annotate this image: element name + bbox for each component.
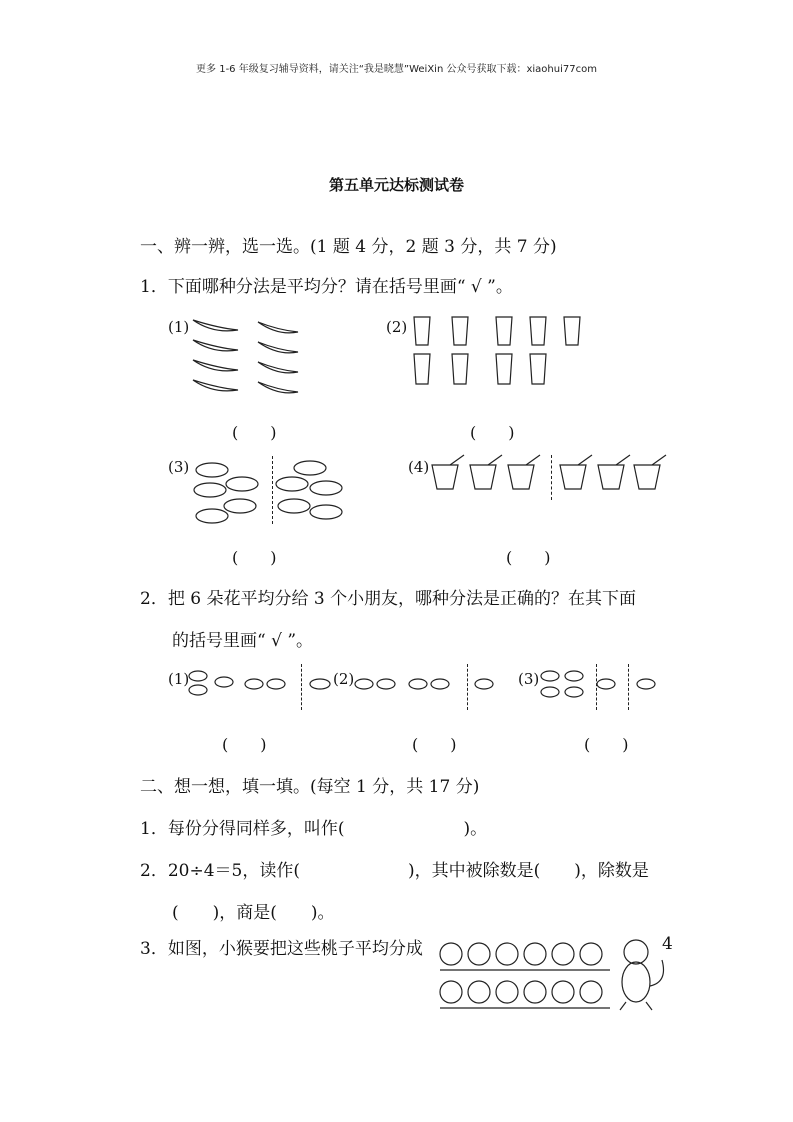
q1-label-1: (1)	[168, 318, 190, 336]
peach-icon	[436, 934, 666, 1014]
banana-bunch-icon	[188, 312, 303, 402]
q1-blank-3[interactable]: ( )	[232, 548, 277, 567]
banana-group-right	[258, 322, 298, 393]
q2-text-line2: 的括号里画“ √ ”。	[172, 631, 314, 651]
q2-blank-3[interactable]: ( )	[584, 735, 629, 754]
q2-blank-1[interactable]: ( )	[222, 735, 267, 754]
s2-q2-line1-a: 2．20÷4＝5，读作(	[140, 861, 300, 881]
q1-divider-4	[551, 455, 552, 500]
q1-blank-2[interactable]: ( )	[470, 423, 515, 442]
q1-blank-4[interactable]: ( )	[506, 548, 551, 567]
q2-divider-3	[596, 664, 597, 710]
q1-label-4: (4)	[408, 458, 430, 476]
q2-label-1: (1)	[168, 670, 190, 688]
q2-label-3: (3)	[518, 670, 540, 688]
q1-divider	[272, 456, 273, 524]
s2-q1: 1．每份分得同样多，叫作( )。	[140, 819, 488, 839]
q1-label-3: (3)	[168, 458, 190, 476]
s2-q2-line1-b: )，其中被除数是( )，除数是	[408, 861, 649, 881]
q1-label-2: (2)	[386, 318, 408, 336]
page-title: 第五单元达标测试卷	[328, 176, 464, 194]
page-header: 更多 1-6 年级复习辅导资料，请关注“我是晓慧”WeiXin 公众号获取下载：xiaohui77com	[196, 64, 597, 75]
section1-heading: 一、辨一辨，选一选。(1 题 4 分，2 题 3 分，共 7 分)	[140, 237, 557, 257]
q2-text-line1: 2．把 6 朵花平均分给 3 个小朋友，哪种分法是正确的？在其下面	[140, 589, 637, 609]
drink-cup-icon	[430, 455, 670, 505]
pizza-icon	[190, 458, 360, 528]
s2-q3-tail: 4	[662, 934, 673, 954]
q2-label-2: (2)	[333, 670, 355, 688]
q2-blank-2[interactable]: ( )	[412, 735, 457, 754]
q2-divider-4	[628, 664, 629, 710]
s2-q3-text: 3．如图，小猴要把这些桃子平均分成	[140, 939, 423, 959]
q2-divider-1	[301, 664, 302, 710]
q2-divider-2	[467, 664, 468, 710]
monkey-icon	[620, 940, 664, 1010]
q1-text: 1．下面哪种分法是平均分？请在括号里画“ √ ”。	[140, 277, 513, 297]
s2-q2-line2: ( )，商是( )。	[172, 903, 335, 923]
q1-blank-1[interactable]: ( )	[232, 423, 277, 442]
banana-group-left	[193, 320, 238, 391]
section2-heading: 二、想一想，填一填。(每空 1 分，共 17 分)	[140, 777, 480, 797]
corn-icon	[408, 312, 588, 397]
